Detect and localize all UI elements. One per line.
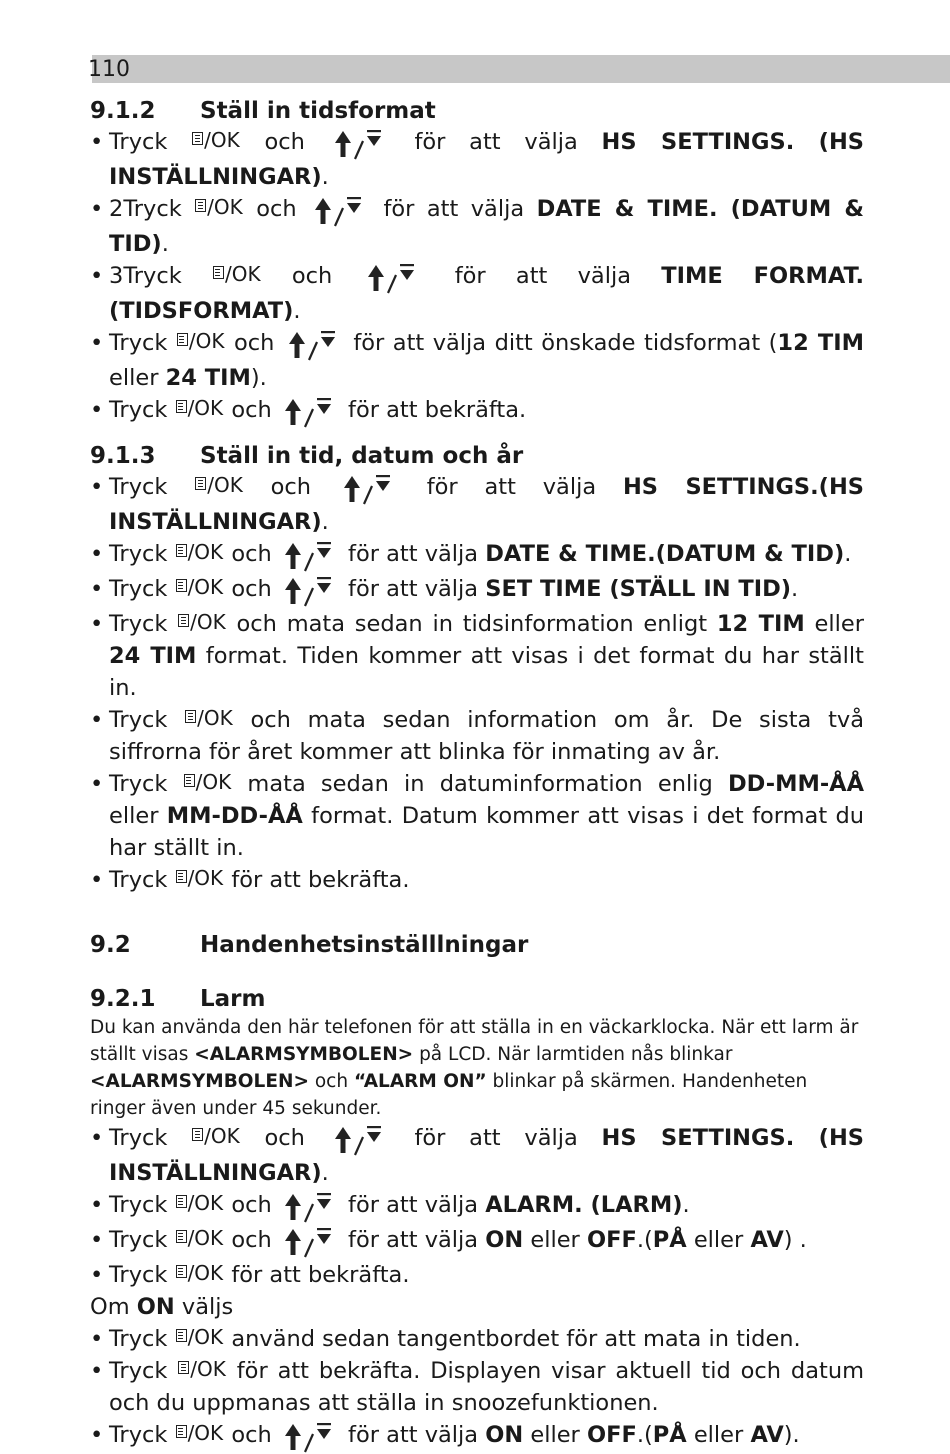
bold-term: ON — [485, 1227, 524, 1253]
text: . — [844, 541, 852, 567]
header-bar — [92, 55, 950, 83]
text: och — [224, 397, 279, 423]
text: eller — [523, 1227, 587, 1253]
ok-label: /OK — [204, 1124, 240, 1148]
text: och — [243, 474, 338, 500]
section-heading-9-2-1: 9.2.1 Larm — [90, 986, 266, 1012]
list-item — [90, 260, 864, 327]
up-down-arrows-icon — [282, 1190, 338, 1224]
text: Om — [90, 1294, 137, 1320]
menu-ok-key — [176, 542, 224, 562]
bold-term: 12 TIM — [777, 330, 865, 356]
list-item — [90, 327, 864, 394]
ok-label: /OK — [187, 1226, 224, 1250]
menu-ok-key — [177, 331, 225, 351]
menu-ok-key — [176, 1228, 224, 1248]
menu-ok-key — [176, 1327, 224, 1347]
text: använd sedan tangentbordet för att mata in tiden. — [224, 1326, 801, 1352]
menu-ok-key — [195, 475, 243, 495]
text: väljs — [174, 1294, 234, 1320]
text: Tryck — [109, 867, 175, 893]
ok-label: /OK — [187, 575, 224, 599]
text: och — [308, 1071, 354, 1092]
text: .( — [636, 1422, 653, 1448]
text: för att välja — [399, 474, 623, 500]
menu-ok-key — [176, 1263, 224, 1283]
text: och — [224, 1227, 279, 1253]
text: och mata sedan information om år. De sista två siffrorna för året kommer att blinka för inmating av år. — [109, 707, 864, 765]
bold-term: 12 TIM — [716, 611, 805, 637]
section-heading-9-1-2: 9.1.2 Ställ in tidsformat — [90, 98, 436, 124]
bold-term: TIME FORMAT. (TIDSFORMAT) — [109, 263, 865, 324]
page-content — [90, 96, 864, 1454]
section-heading-9-1-3: 9.1.3 Ställ in tid, datum och år — [90, 443, 524, 469]
text: för att välja — [371, 196, 537, 222]
text: för att välja — [340, 1192, 486, 1218]
text: och — [224, 1192, 279, 1218]
text: . — [161, 231, 169, 257]
text: eller — [686, 1422, 751, 1448]
text: Du kan använda den här telefonen för att ställa in en väckarklocka. När ett larm är ställt visas — [90, 1017, 859, 1065]
text: Tryck — [109, 611, 178, 637]
ok-label: /OK — [187, 1191, 224, 1215]
bold-term: AV — [750, 1227, 784, 1253]
ok-label: /OK — [204, 128, 240, 152]
menu-ok-key — [178, 612, 226, 632]
ok-label: /OK — [187, 396, 224, 420]
list-item — [90, 704, 864, 768]
text: Tryck — [109, 1422, 175, 1448]
bold-term: OFF — [586, 1422, 637, 1448]
menu-icon — [176, 1230, 187, 1243]
list-item — [90, 1355, 864, 1419]
text: för att välja — [390, 1125, 602, 1151]
ok-label: /OK — [207, 473, 243, 497]
bullet-list-9-2-1 — [90, 1122, 864, 1291]
list-item — [90, 1189, 864, 1224]
text: för att välja ditt önskade tidsformat ( — [344, 330, 778, 356]
bold-term: DATE & TIME.(DATUM & TID) — [485, 541, 845, 567]
menu-ok-key — [176, 398, 224, 418]
bold-term: DD-MM-ÅÅ — [727, 771, 865, 797]
ok-label: /OK — [207, 195, 243, 219]
list-item — [90, 1419, 864, 1454]
menu-ok-key — [178, 1359, 226, 1379]
up-down-arrows-icon — [286, 328, 342, 362]
bold-term: HS SETTINGS. (HS INSTÄLLNINGAR) — [109, 129, 865, 190]
ok-label: /OK — [187, 540, 224, 564]
menu-icon — [184, 774, 195, 787]
menu-icon — [176, 1195, 187, 1208]
text: och — [261, 263, 363, 289]
up-down-arrows-icon — [341, 472, 397, 506]
up-down-arrows-icon — [282, 395, 338, 429]
ok-label: /OK — [187, 1261, 224, 1285]
om-on-paragraph — [90, 1291, 864, 1323]
text: och mata sedan in tidsinformation enligt — [226, 611, 717, 637]
text: . — [791, 576, 799, 602]
text: Tryck — [109, 771, 183, 797]
menu-ok-key — [176, 1193, 224, 1213]
ok-label: /OK — [195, 770, 232, 794]
bold-term: <ALARMSYMBOLEN> — [194, 1044, 414, 1065]
list-item — [90, 573, 864, 608]
menu-ok-key — [213, 264, 261, 284]
menu-ok-key — [192, 1126, 240, 1146]
list-item — [90, 1323, 864, 1355]
text: eller — [109, 365, 166, 391]
menu-ok-key — [195, 197, 243, 217]
list-item — [90, 864, 864, 896]
text: Tryck — [109, 1358, 178, 1384]
list-item — [90, 538, 864, 573]
menu-icon — [192, 1128, 203, 1141]
up-down-arrows-icon — [282, 1225, 338, 1259]
text: för att bekräfta. — [224, 1262, 410, 1288]
text: och — [225, 330, 283, 356]
text: och — [224, 541, 279, 567]
up-down-arrows-icon — [282, 539, 338, 573]
bold-term: AV — [750, 1422, 784, 1448]
menu-icon — [177, 333, 188, 346]
bullet-list-9-1-2 — [90, 126, 864, 429]
list-item — [90, 1259, 864, 1291]
text: Tryck — [109, 474, 195, 500]
bold-term: MM-DD-ÅÅ — [166, 803, 303, 829]
text: Tryck — [109, 1192, 175, 1218]
text: . — [682, 1192, 690, 1218]
text: Tryck — [109, 397, 175, 423]
bullet-list-9-1-3 — [90, 471, 864, 896]
text: format. Tiden kommer att visas i det format du har ställt in. — [109, 643, 864, 701]
bold-term: ON — [136, 1294, 175, 1320]
text: Tryck — [109, 1125, 192, 1151]
menu-ok-key — [184, 772, 232, 792]
text: för att välja — [390, 129, 602, 155]
text: ) . — [783, 1227, 807, 1253]
bold-term: 24 TIM — [109, 643, 197, 669]
ok-label: /OK — [190, 610, 226, 634]
menu-icon — [176, 400, 187, 413]
text: .( — [636, 1227, 653, 1253]
list-item — [90, 471, 864, 538]
text: och — [243, 196, 310, 222]
text: Tryck — [109, 576, 175, 602]
ok-label: /OK — [187, 866, 224, 890]
menu-icon — [178, 614, 189, 627]
text: mata sedan in datuminformation enlig — [232, 771, 728, 797]
menu-icon — [176, 870, 187, 883]
text: ). — [783, 1422, 800, 1448]
text: Tryck — [109, 1326, 175, 1352]
up-down-arrows-icon — [365, 261, 421, 295]
menu-ok-key — [192, 130, 240, 150]
text: Tryck — [109, 707, 185, 733]
up-down-arrows-icon — [312, 194, 368, 228]
text: för att välja — [340, 1227, 486, 1253]
text: Tryck — [109, 1227, 175, 1253]
bold-term: “ALARM ON” — [353, 1071, 487, 1092]
list-item — [90, 1122, 864, 1189]
bold-term: PÅ — [652, 1422, 687, 1448]
up-down-arrows-icon — [282, 1420, 338, 1454]
alarm-intro-paragraph — [90, 1014, 864, 1122]
menu-icon — [185, 710, 196, 723]
bold-term: <ALARMSYMBOLEN> — [90, 1071, 309, 1092]
section-heading-9-2: 9.2 Handenhetsinställlningar — [90, 932, 529, 958]
bold-term: 24 TIM — [165, 365, 251, 391]
menu-icon — [176, 1425, 187, 1438]
menu-ok-key — [176, 868, 224, 888]
menu-ok-key — [176, 577, 224, 597]
text: ). — [250, 365, 267, 391]
list-item — [90, 768, 864, 864]
menu-icon — [213, 266, 224, 279]
list-item — [90, 394, 864, 429]
bold-term: OFF — [586, 1227, 637, 1253]
bold-term: ON — [485, 1422, 524, 1448]
text: . — [321, 509, 329, 535]
text: blinkar på skärmen. Handenheten ringer även under 45 sekunder. — [90, 1071, 808, 1119]
text: för att välja — [340, 1422, 486, 1448]
list-item — [90, 608, 864, 704]
bullet-list-9-2-1-on — [90, 1323, 864, 1454]
ok-label: /OK — [187, 1325, 224, 1349]
menu-icon — [176, 579, 187, 592]
page-number: 110 — [88, 57, 130, 82]
text: 3Tryck — [109, 263, 212, 289]
text: . — [321, 1160, 329, 1186]
menu-icon — [176, 1265, 187, 1278]
text: för att bekräfta. Displayen visar aktuell tid och datum och du uppmanas att ställa in snoozefunktionen. — [109, 1358, 864, 1416]
menu-ok-key — [176, 1423, 224, 1443]
text: Tryck — [109, 1262, 175, 1288]
menu-icon — [176, 1329, 187, 1342]
menu-icon — [178, 1361, 189, 1374]
text: för att bekräfta. — [224, 867, 410, 893]
text: för att välja — [340, 541, 486, 567]
text: eller — [686, 1227, 751, 1253]
text: för att välja — [424, 263, 662, 289]
ok-label: /OK — [190, 1357, 226, 1381]
menu-ok-key — [185, 708, 233, 728]
text: . — [293, 298, 301, 324]
menu-icon — [195, 477, 206, 490]
text: på LCD. När larmtiden nås blinkar — [413, 1044, 733, 1065]
text: eller — [804, 611, 864, 637]
menu-icon — [192, 132, 203, 145]
bold-term: HS SETTINGS. (HS INSTÄLLNINGAR) — [109, 1125, 865, 1186]
list-item — [90, 1224, 864, 1259]
text: Tryck — [109, 129, 192, 155]
list-item — [90, 193, 864, 260]
ok-label: /OK — [197, 706, 233, 730]
menu-icon — [195, 199, 206, 212]
text: 2Tryck — [109, 196, 195, 222]
text: och — [224, 1422, 279, 1448]
up-down-arrows-icon — [282, 574, 338, 608]
text: Tryck — [109, 541, 175, 567]
text: eller — [523, 1422, 587, 1448]
menu-icon — [176, 544, 187, 557]
text: och — [240, 129, 329, 155]
bold-term: SET TIME (STÄLL IN TID) — [485, 576, 792, 602]
text: . — [321, 164, 329, 190]
text: för att välja — [340, 576, 486, 602]
list-item — [90, 126, 864, 193]
bold-term: DATE & TIME. (DATUM & TID) — [109, 196, 864, 257]
up-down-arrows-icon — [332, 1123, 388, 1157]
text: Tryck — [109, 330, 176, 356]
text: format. Datum kommer att visas i det format du har ställt in. — [109, 803, 865, 861]
text: för att bekräfta. — [340, 397, 527, 423]
ok-label: /OK — [187, 1421, 224, 1445]
bold-term: ALARM. (LARM) — [485, 1192, 683, 1218]
text: eller — [109, 803, 167, 829]
ok-label: /OK — [188, 329, 225, 353]
ok-label: /OK — [224, 262, 261, 286]
up-down-arrows-icon — [332, 127, 388, 161]
text: och — [240, 1125, 329, 1151]
bold-term: PÅ — [652, 1227, 687, 1253]
text: och — [224, 576, 279, 602]
bold-term: HS SETTINGS.(HS INSTÄLLNINGAR) — [109, 474, 865, 535]
